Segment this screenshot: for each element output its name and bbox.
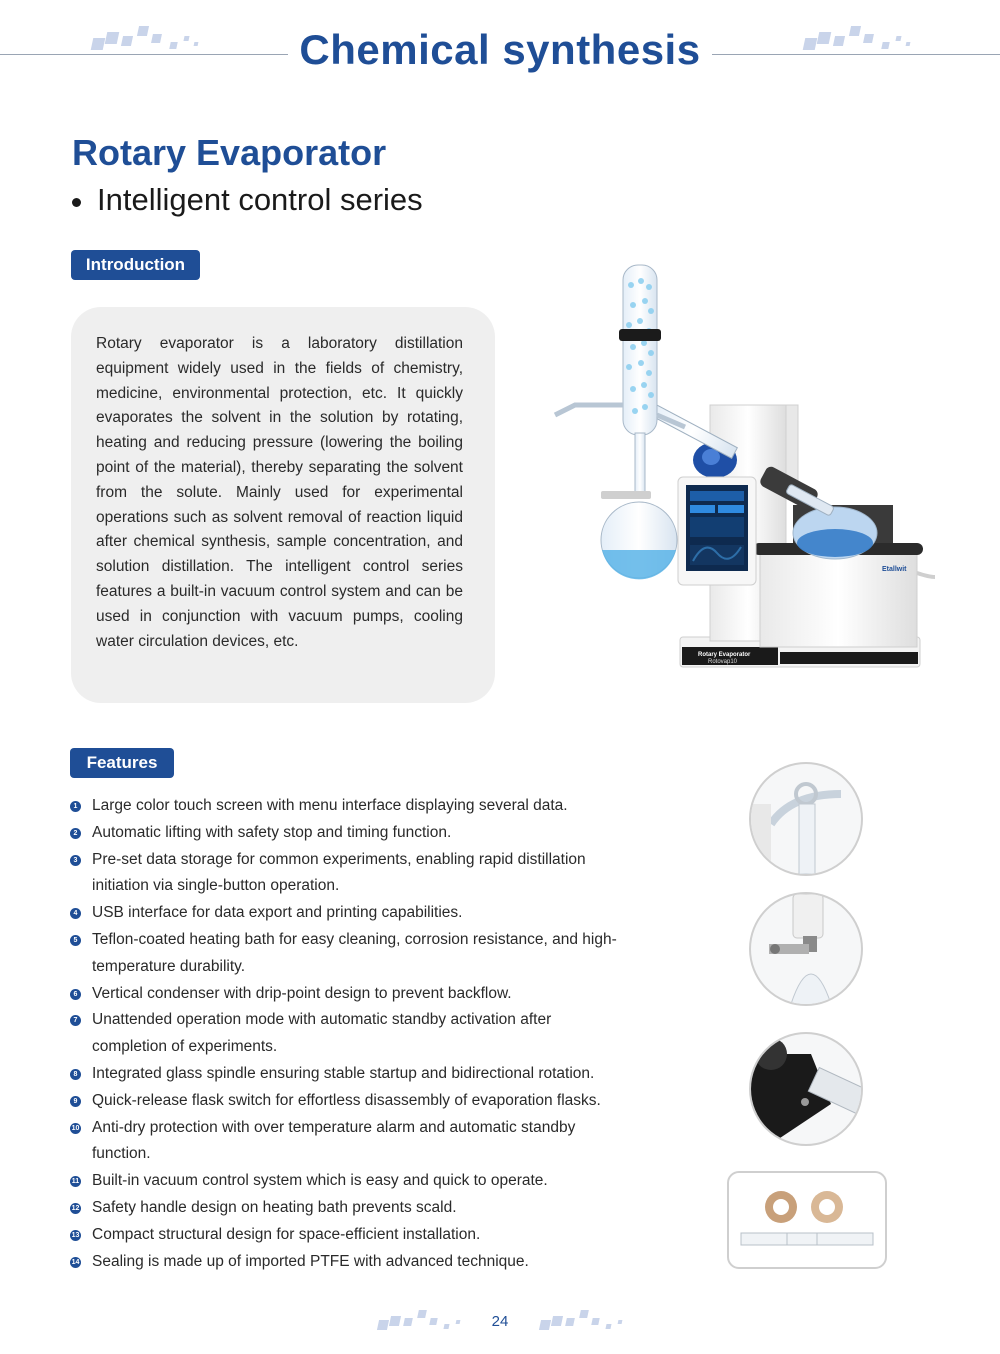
page-title: Chemical synthesis [299,26,701,73]
features-list [70,793,630,1275]
feature-item [70,793,630,820]
feature-number: 14 [71,1258,80,1266]
feature-number: 9 [70,1096,81,1107]
feature-text: Unattended operation mode with automatic standby activation after completion of experiments. [92,1011,552,1056]
feature-item [70,1222,630,1249]
drip-point-detail-image [749,892,863,1006]
feature-text: Anti-dry protection with over temperature alarm and automatic standby function. [92,1118,576,1163]
feature-item [70,1115,630,1169]
ptfe-seal-image [727,1171,887,1269]
feature-number: 12 [71,1204,80,1212]
device-label-line2: Rotovap10 [708,659,738,665]
feature-text: Safety handle design on heating bath prevents scald. [92,1198,457,1216]
introduction-label: Introduction [71,250,200,280]
footer-deco-right [540,1308,630,1332]
feature-number: 5 [70,935,81,946]
feature-item [70,820,630,847]
feature-number: 1 [70,801,81,812]
feature-number: 6 [70,989,81,1000]
feature-text: Built-in vacuum control system which is easy and quick to operate. [92,1172,548,1190]
feature-number: 8 [70,1069,81,1080]
feature-item [70,1168,630,1195]
feature-number: 13 [71,1231,80,1239]
series-subtitle [72,182,423,218]
feature-item [70,1007,630,1061]
introduction-text: Rotary evaporator is a laboratory distillation equipment widely used in the fields of chemistry, medicine, environmental protection, etc. It quickly evaporates the solvent in the solution by rotating, heating and reducing pressure (lowering the boiling point of the material), thereby separating the solvent from the solute. Mainly used for experimental operations such as solvent removal of reaction liquid after chemical synthesis, sample concentration, and solution distillation. The intelligent control series features a built-in vacuum control system and can be used in conjunction with vacuum pumps, cooling water circulation devices, etc. [96,335,463,650]
feature-text: Teflon-coated heating bath for easy cleaning, corrosion resistance, and high-temperature durability. [92,930,617,975]
feature-text: Automatic lifting with safety stop and timing function. [92,823,452,841]
feature-text: USB interface for data export and printing capabilities. [92,904,463,922]
feature-item [70,900,630,927]
feature-number: 4 [70,908,81,919]
feature-item [70,1195,630,1222]
product-title: Rotary Evaporator [72,132,387,173]
feature-text: Pre-set data storage for common experiments, enabling rapid distillation initiation via single-button operation. [92,850,586,895]
spindle-detail-image [749,1032,863,1146]
series-label: Intelligent control series [97,182,423,217]
page-number: 24 [491,1313,509,1330]
feature-text: Quick-release flask switch for effortless disassembly of evaporation flasks. [92,1091,601,1109]
feature-text: Integrated glass spindle ensuring stable startup and bidirectional rotation. [92,1064,595,1082]
device-brand: Etallwit [882,566,907,573]
feature-number: 2 [70,828,81,839]
feature-item [70,981,630,1008]
feature-item [70,927,630,981]
feature-item [70,1061,630,1088]
device-label-line1: Rotary Evaporator [698,652,751,658]
feature-item [70,847,630,901]
feature-text: Vertical condenser with drip-point design to prevent backflow. [92,984,512,1002]
feature-number: 3 [70,855,81,866]
feature-item [70,1249,630,1276]
feature-number: 10 [71,1124,80,1132]
feature-text: Compact structural design for space-efficient installation. [92,1225,481,1243]
rotary-evaporator-image [545,255,940,680]
feature-number: 11 [71,1178,80,1186]
feature-number: 7 [70,1015,81,1026]
feature-text: Large color touch screen with menu interface displaying several data. [92,797,568,814]
feature-text: Sealing is made up of imported PTFE with advanced technique. [92,1252,529,1270]
feature-item [70,1088,630,1115]
bullet-dot [72,198,81,207]
condenser-detail-image [749,762,863,876]
features-label: Features [70,748,174,778]
